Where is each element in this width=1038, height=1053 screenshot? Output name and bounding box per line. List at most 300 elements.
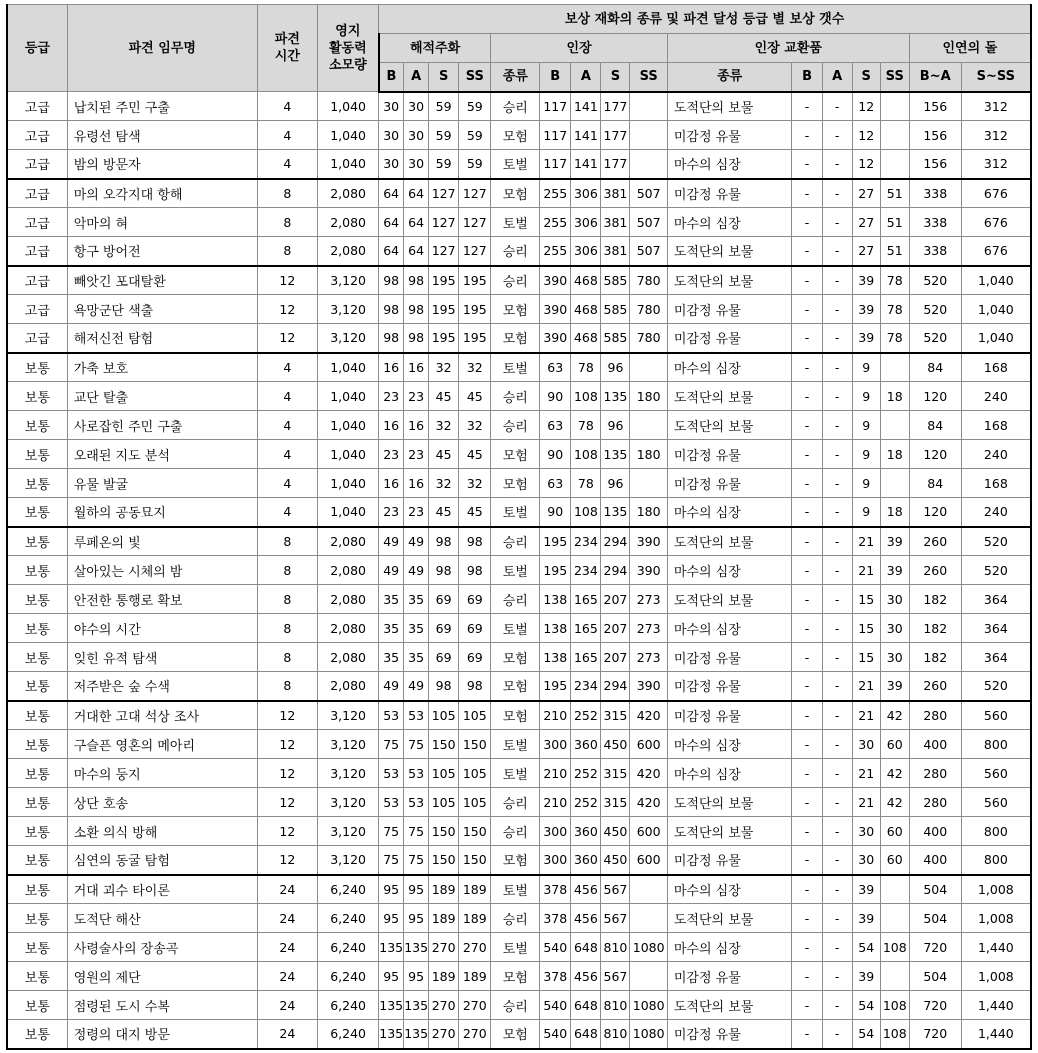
cell-dispatch-time: 4 xyxy=(257,92,317,121)
cell-seal-ss xyxy=(630,92,667,121)
cell-seal-ss: 180 xyxy=(630,382,667,411)
cell-dispatch-time: 8 xyxy=(257,614,317,643)
cell-seal-s: 207 xyxy=(601,585,630,614)
cell-exchange-ss xyxy=(880,121,909,150)
cell-mission-name: 월하의 공동묘지 xyxy=(67,498,257,527)
cell-pirate-s: 195 xyxy=(429,324,459,353)
cell-stone-s-ss: 364 xyxy=(961,585,1031,614)
header-reward-group: 보상 재화의 종류 및 파견 달성 등급 별 보상 갯수 xyxy=(379,5,1031,34)
cell-pirate-b: 23 xyxy=(379,440,404,469)
cell-seal-kind: 승리 xyxy=(491,92,540,121)
header-activity-cost-line2: 활동력 xyxy=(329,40,367,56)
cell-stone-b-a: 280 xyxy=(909,788,961,817)
cell-pirate-b: 135 xyxy=(379,991,404,1020)
header-pirate-s: S xyxy=(429,63,459,92)
table-row xyxy=(7,614,1031,643)
cell-stone-s-ss: 364 xyxy=(961,643,1031,672)
cell-exchange-b: - xyxy=(792,904,822,933)
cell-activity-cost: 2,080 xyxy=(317,179,378,208)
cell-stone-s-ss: 1,440 xyxy=(961,991,1031,1020)
cell-seal-ss xyxy=(630,962,667,991)
cell-pirate-s: 150 xyxy=(429,730,459,759)
cell-seal-ss: 390 xyxy=(630,556,667,585)
cell-seal-b: 117 xyxy=(540,92,571,121)
cell-seal-kind: 모험 xyxy=(491,179,540,208)
cell-exchange-s: 39 xyxy=(852,295,880,324)
cell-grade: 보통 xyxy=(7,875,67,904)
cell-seal-kind: 승리 xyxy=(491,237,540,266)
cell-grade: 보통 xyxy=(7,991,67,1020)
cell-stone-b-a: 504 xyxy=(909,875,961,904)
cell-exchange-a: - xyxy=(822,875,852,904)
cell-exchange-ss: 78 xyxy=(880,295,909,324)
table-row xyxy=(7,353,1031,382)
cell-mission-name: 상단 호송 xyxy=(67,788,257,817)
cell-exchange-s: 21 xyxy=(852,672,880,701)
cell-stone-b-a: 156 xyxy=(909,92,961,121)
cell-exchange-ss: 78 xyxy=(880,324,909,353)
cell-seal-a: 234 xyxy=(571,672,601,701)
cell-stone-b-a: 182 xyxy=(909,643,961,672)
cell-stone-s-ss: 168 xyxy=(961,411,1031,440)
cell-pirate-ss: 127 xyxy=(459,179,491,208)
cell-exchange-a: - xyxy=(822,411,852,440)
cell-pirate-ss: 189 xyxy=(459,962,491,991)
cell-seal-kind: 모험 xyxy=(491,846,540,875)
cell-pirate-s: 59 xyxy=(429,150,459,179)
cell-stone-b-a: 338 xyxy=(909,208,961,237)
cell-exchange-b: - xyxy=(792,759,822,788)
cell-seal-ss: 273 xyxy=(630,585,667,614)
cell-seal-a: 141 xyxy=(571,121,601,150)
cell-exchange-ss xyxy=(880,92,909,121)
cell-seal-kind: 토벌 xyxy=(491,353,540,382)
cell-exchange-item: 미감정 유물 xyxy=(667,179,792,208)
cell-activity-cost: 1,040 xyxy=(317,150,378,179)
cell-exchange-b: - xyxy=(792,614,822,643)
cell-pirate-b: 64 xyxy=(379,237,404,266)
cell-dispatch-time: 24 xyxy=(257,875,317,904)
cell-stone-s-ss: 800 xyxy=(961,817,1031,846)
cell-exchange-a: - xyxy=(822,730,852,759)
cell-exchange-ss: 18 xyxy=(880,498,909,527)
cell-seal-a: 306 xyxy=(571,237,601,266)
header-exchange-kind: 종류 xyxy=(667,63,792,92)
cell-activity-cost: 2,080 xyxy=(317,614,378,643)
cell-grade: 고급 xyxy=(7,92,67,121)
cell-mission-name: 유령선 탐색 xyxy=(67,121,257,150)
cell-seal-ss: 420 xyxy=(630,701,667,730)
cell-seal-kind: 승리 xyxy=(491,904,540,933)
cell-seal-kind: 토벌 xyxy=(491,759,540,788)
cell-seal-b: 195 xyxy=(540,527,571,556)
cell-pirate-a: 98 xyxy=(404,324,429,353)
table-row xyxy=(7,498,1031,527)
cell-activity-cost: 1,040 xyxy=(317,440,378,469)
cell-seal-b: 90 xyxy=(540,498,571,527)
cell-seal-s: 315 xyxy=(601,788,630,817)
cell-pirate-b: 95 xyxy=(379,904,404,933)
cell-exchange-s: 27 xyxy=(852,179,880,208)
cell-exchange-s: 54 xyxy=(852,1020,880,1049)
cell-mission-name: 가축 보호 xyxy=(67,353,257,382)
cell-grade: 보통 xyxy=(7,1020,67,1049)
cell-stone-s-ss: 1,040 xyxy=(961,266,1031,295)
cell-exchange-item: 미감정 유물 xyxy=(667,1020,792,1049)
table-row xyxy=(7,962,1031,991)
cell-exchange-b: - xyxy=(792,92,822,121)
cell-exchange-item: 마수의 심장 xyxy=(667,353,792,382)
table-row xyxy=(7,266,1031,295)
table-row xyxy=(7,788,1031,817)
cell-stone-b-a: 400 xyxy=(909,846,961,875)
cell-mission-name: 거대한 고대 석상 조사 xyxy=(67,701,257,730)
cell-exchange-item: 미감정 유물 xyxy=(667,440,792,469)
table-row xyxy=(7,1020,1031,1049)
cell-seal-ss: 390 xyxy=(630,527,667,556)
cell-seal-kind: 승리 xyxy=(491,817,540,846)
cell-seal-s: 585 xyxy=(601,324,630,353)
cell-seal-ss: 273 xyxy=(630,643,667,672)
cell-seal-ss: 390 xyxy=(630,672,667,701)
cell-seal-a: 468 xyxy=(571,266,601,295)
cell-stone-s-ss: 520 xyxy=(961,556,1031,585)
cell-dispatch-time: 12 xyxy=(257,846,317,875)
cell-exchange-s: 39 xyxy=(852,324,880,353)
cell-exchange-a: - xyxy=(822,701,852,730)
cell-exchange-b: - xyxy=(792,179,822,208)
cell-pirate-a: 75 xyxy=(404,730,429,759)
cell-exchange-b: - xyxy=(792,991,822,1020)
cell-exchange-b: - xyxy=(792,875,822,904)
cell-stone-b-a: 520 xyxy=(909,324,961,353)
cell-grade: 보통 xyxy=(7,614,67,643)
cell-seal-kind: 토벌 xyxy=(491,614,540,643)
cell-exchange-b: - xyxy=(792,585,822,614)
cell-stone-s-ss: 1,008 xyxy=(961,904,1031,933)
cell-activity-cost: 2,080 xyxy=(317,643,378,672)
cell-grade: 고급 xyxy=(7,150,67,179)
cell-seal-b: 210 xyxy=(540,701,571,730)
cell-seal-kind: 모험 xyxy=(491,672,540,701)
cell-pirate-b: 98 xyxy=(379,266,404,295)
cell-exchange-b: - xyxy=(792,1020,822,1049)
cell-activity-cost: 2,080 xyxy=(317,585,378,614)
cell-pirate-ss: 150 xyxy=(459,730,491,759)
cell-seal-ss: 1080 xyxy=(630,991,667,1020)
cell-pirate-ss: 105 xyxy=(459,701,491,730)
cell-activity-cost: 6,240 xyxy=(317,962,378,991)
header-pirate-coin: 해적주화 xyxy=(379,34,491,63)
cell-pirate-s: 270 xyxy=(429,933,459,962)
cell-seal-kind: 토벌 xyxy=(491,730,540,759)
cell-activity-cost: 1,040 xyxy=(317,411,378,440)
cell-exchange-ss: 108 xyxy=(880,991,909,1020)
cell-stone-b-a: 280 xyxy=(909,759,961,788)
cell-pirate-ss: 69 xyxy=(459,643,491,672)
cell-seal-s: 207 xyxy=(601,614,630,643)
cell-activity-cost: 2,080 xyxy=(317,208,378,237)
header-seal-a: A xyxy=(571,63,601,92)
cell-exchange-s: 15 xyxy=(852,643,880,672)
cell-pirate-ss: 189 xyxy=(459,904,491,933)
cell-exchange-a: - xyxy=(822,759,852,788)
cell-seal-b: 390 xyxy=(540,324,571,353)
cell-seal-b: 138 xyxy=(540,585,571,614)
cell-stone-b-a: 338 xyxy=(909,179,961,208)
cell-exchange-ss: 78 xyxy=(880,266,909,295)
cell-mission-name: 유물 발굴 xyxy=(67,469,257,498)
cell-seal-ss xyxy=(630,875,667,904)
cell-pirate-b: 23 xyxy=(379,382,404,411)
cell-grade: 고급 xyxy=(7,237,67,266)
header-bond-stone: 인연의 돌 xyxy=(909,34,1031,63)
table-row xyxy=(7,759,1031,788)
cell-seal-b: 378 xyxy=(540,962,571,991)
cell-seal-s: 294 xyxy=(601,556,630,585)
cell-seal-ss xyxy=(630,904,667,933)
cell-grade: 보통 xyxy=(7,643,67,672)
cell-seal-kind: 토벌 xyxy=(491,556,540,585)
cell-seal-s: 450 xyxy=(601,730,630,759)
cell-pirate-b: 16 xyxy=(379,411,404,440)
cell-exchange-ss xyxy=(880,411,909,440)
cell-stone-s-ss: 312 xyxy=(961,92,1031,121)
cell-stone-s-ss: 560 xyxy=(961,759,1031,788)
cell-exchange-item: 도적단의 보물 xyxy=(667,411,792,440)
cell-exchange-a: - xyxy=(822,469,852,498)
cell-exchange-item: 마수의 심장 xyxy=(667,730,792,759)
cell-activity-cost: 3,120 xyxy=(317,846,378,875)
cell-pirate-b: 49 xyxy=(379,527,404,556)
cell-dispatch-time: 8 xyxy=(257,672,317,701)
cell-activity-cost: 2,080 xyxy=(317,672,378,701)
cell-dispatch-time: 4 xyxy=(257,353,317,382)
cell-mission-name: 정령의 대지 방문 xyxy=(67,1020,257,1049)
cell-pirate-s: 98 xyxy=(429,556,459,585)
cell-exchange-a: - xyxy=(822,527,852,556)
cell-pirate-b: 35 xyxy=(379,643,404,672)
cell-stone-s-ss: 364 xyxy=(961,614,1031,643)
cell-pirate-ss: 98 xyxy=(459,672,491,701)
cell-stone-b-a: 720 xyxy=(909,933,961,962)
cell-exchange-b: - xyxy=(792,527,822,556)
cell-seal-ss xyxy=(630,469,667,498)
cell-dispatch-time: 12 xyxy=(257,759,317,788)
cell-pirate-ss: 45 xyxy=(459,498,491,527)
cell-pirate-a: 49 xyxy=(404,556,429,585)
cell-seal-ss: 780 xyxy=(630,324,667,353)
cell-exchange-ss: 42 xyxy=(880,701,909,730)
cell-dispatch-time: 24 xyxy=(257,962,317,991)
cell-exchange-a: - xyxy=(822,846,852,875)
cell-seal-a: 648 xyxy=(571,1020,601,1049)
cell-seal-b: 540 xyxy=(540,933,571,962)
cell-mission-name: 악마의 혀 xyxy=(67,208,257,237)
cell-stone-b-a: 260 xyxy=(909,527,961,556)
cell-pirate-ss: 189 xyxy=(459,875,491,904)
cell-pirate-ss: 270 xyxy=(459,933,491,962)
cell-seal-ss: 600 xyxy=(630,730,667,759)
cell-seal-b: 117 xyxy=(540,121,571,150)
cell-mission-name: 도적단 해산 xyxy=(67,904,257,933)
cell-stone-b-a: 504 xyxy=(909,904,961,933)
cell-dispatch-time: 4 xyxy=(257,121,317,150)
cell-pirate-a: 95 xyxy=(404,904,429,933)
cell-exchange-b: - xyxy=(792,672,822,701)
cell-pirate-ss: 69 xyxy=(459,585,491,614)
cell-exchange-ss: 18 xyxy=(880,440,909,469)
cell-seal-s: 315 xyxy=(601,759,630,788)
cell-exchange-item: 미감정 유물 xyxy=(667,643,792,672)
cell-mission-name: 밤의 방문자 xyxy=(67,150,257,179)
cell-seal-s: 96 xyxy=(601,469,630,498)
cell-pirate-s: 189 xyxy=(429,962,459,991)
cell-exchange-a: - xyxy=(822,440,852,469)
cell-seal-a: 360 xyxy=(571,817,601,846)
header-pirate-a: A xyxy=(404,63,429,92)
cell-stone-s-ss: 520 xyxy=(961,527,1031,556)
cell-seal-a: 108 xyxy=(571,440,601,469)
cell-pirate-a: 23 xyxy=(404,382,429,411)
cell-activity-cost: 1,040 xyxy=(317,121,378,150)
cell-seal-a: 165 xyxy=(571,614,601,643)
cell-pirate-b: 23 xyxy=(379,498,404,527)
cell-exchange-ss xyxy=(880,150,909,179)
cell-pirate-a: 30 xyxy=(404,92,429,121)
cell-pirate-s: 270 xyxy=(429,1020,459,1049)
cell-exchange-ss: 60 xyxy=(880,846,909,875)
table-row xyxy=(7,469,1031,498)
cell-pirate-ss: 59 xyxy=(459,150,491,179)
cell-exchange-s: 27 xyxy=(852,208,880,237)
cell-exchange-s: 39 xyxy=(852,962,880,991)
cell-pirate-b: 53 xyxy=(379,701,404,730)
cell-exchange-s: 12 xyxy=(852,150,880,179)
cell-stone-b-a: 120 xyxy=(909,498,961,527)
cell-mission-name: 영원의 제단 xyxy=(67,962,257,991)
cell-pirate-b: 75 xyxy=(379,817,404,846)
table-header xyxy=(7,5,1031,92)
cell-seal-a: 360 xyxy=(571,730,601,759)
cell-seal-b: 63 xyxy=(540,411,571,440)
cell-pirate-s: 127 xyxy=(429,208,459,237)
cell-exchange-ss: 42 xyxy=(880,788,909,817)
cell-pirate-a: 35 xyxy=(404,614,429,643)
header-exchange-a: A xyxy=(822,63,852,92)
cell-exchange-ss: 51 xyxy=(880,179,909,208)
cell-seal-s: 567 xyxy=(601,904,630,933)
cell-pirate-ss: 127 xyxy=(459,237,491,266)
cell-exchange-b: - xyxy=(792,498,822,527)
header-dispatch-time-line1: 파견 xyxy=(274,32,300,47)
cell-dispatch-time: 12 xyxy=(257,817,317,846)
cell-exchange-item: 마수의 심장 xyxy=(667,208,792,237)
cell-seal-a: 456 xyxy=(571,904,601,933)
cell-pirate-a: 98 xyxy=(404,295,429,324)
cell-pirate-ss: 59 xyxy=(459,92,491,121)
cell-exchange-a: - xyxy=(822,585,852,614)
cell-pirate-a: 95 xyxy=(404,875,429,904)
cell-seal-s: 810 xyxy=(601,991,630,1020)
cell-grade: 보통 xyxy=(7,498,67,527)
table-row xyxy=(7,991,1031,1020)
cell-pirate-a: 16 xyxy=(404,411,429,440)
cell-activity-cost: 2,080 xyxy=(317,556,378,585)
cell-exchange-item: 미감정 유물 xyxy=(667,672,792,701)
cell-pirate-s: 32 xyxy=(429,469,459,498)
cell-activity-cost: 6,240 xyxy=(317,933,378,962)
cell-seal-s: 585 xyxy=(601,295,630,324)
cell-exchange-b: - xyxy=(792,150,822,179)
cell-exchange-s: 9 xyxy=(852,411,880,440)
cell-exchange-item: 미감정 유물 xyxy=(667,962,792,991)
cell-seal-s: 96 xyxy=(601,353,630,382)
cell-pirate-s: 69 xyxy=(429,585,459,614)
cell-mission-name: 항구 방어전 xyxy=(67,237,257,266)
cell-stone-b-a: 720 xyxy=(909,1020,961,1049)
cell-pirate-b: 53 xyxy=(379,759,404,788)
cell-exchange-a: - xyxy=(822,353,852,382)
cell-exchange-b: - xyxy=(792,382,822,411)
header-exchange-ss: SS xyxy=(880,63,909,92)
cell-stone-s-ss: 312 xyxy=(961,121,1031,150)
cell-pirate-s: 195 xyxy=(429,266,459,295)
table-row xyxy=(7,411,1031,440)
cell-seal-b: 210 xyxy=(540,759,571,788)
header-activity-cost xyxy=(317,5,378,92)
cell-pirate-a: 23 xyxy=(404,498,429,527)
cell-activity-cost: 3,120 xyxy=(317,817,378,846)
cell-mission-name: 야수의 시간 xyxy=(67,614,257,643)
cell-seal-b: 390 xyxy=(540,266,571,295)
cell-seal-kind: 모험 xyxy=(491,1020,540,1049)
cell-activity-cost: 3,120 xyxy=(317,266,378,295)
cell-grade: 보통 xyxy=(7,382,67,411)
cell-pirate-ss: 45 xyxy=(459,382,491,411)
cell-pirate-ss: 127 xyxy=(459,208,491,237)
cell-seal-ss xyxy=(630,150,667,179)
cell-exchange-a: - xyxy=(822,179,852,208)
cell-pirate-b: 75 xyxy=(379,846,404,875)
cell-seal-b: 210 xyxy=(540,788,571,817)
cell-exchange-item: 미감정 유물 xyxy=(667,846,792,875)
cell-seal-ss: 780 xyxy=(630,266,667,295)
cell-exchange-b: - xyxy=(792,324,822,353)
cell-exchange-item: 마수의 심장 xyxy=(667,933,792,962)
cell-dispatch-time: 4 xyxy=(257,498,317,527)
cell-pirate-a: 30 xyxy=(404,150,429,179)
cell-exchange-a: - xyxy=(822,92,852,121)
cell-exchange-s: 30 xyxy=(852,846,880,875)
cell-pirate-b: 49 xyxy=(379,672,404,701)
cell-dispatch-time: 24 xyxy=(257,991,317,1020)
cell-seal-a: 141 xyxy=(571,92,601,121)
cell-grade: 보통 xyxy=(7,672,67,701)
cell-stone-b-a: 84 xyxy=(909,353,961,382)
cell-grade: 보통 xyxy=(7,817,67,846)
cell-seal-b: 63 xyxy=(540,353,571,382)
cell-seal-b: 195 xyxy=(540,672,571,701)
cell-pirate-b: 30 xyxy=(379,92,404,121)
cell-seal-ss: 507 xyxy=(630,208,667,237)
cell-stone-b-a: 338 xyxy=(909,237,961,266)
cell-stone-b-a: 260 xyxy=(909,672,961,701)
cell-pirate-s: 32 xyxy=(429,353,459,382)
cell-activity-cost: 2,080 xyxy=(317,237,378,266)
cell-pirate-s: 105 xyxy=(429,788,459,817)
cell-pirate-b: 135 xyxy=(379,1020,404,1049)
